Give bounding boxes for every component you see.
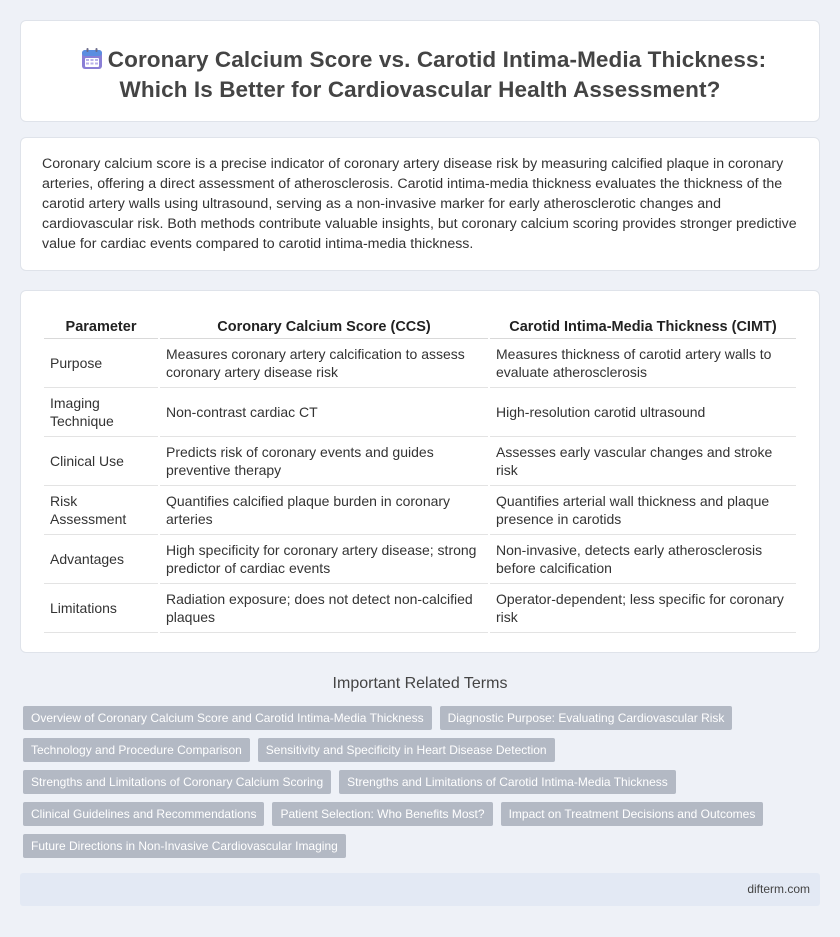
header-cimt: Carotid Intima-Media Thickness (CIMT) bbox=[490, 315, 796, 339]
related-term-link[interactable]: Overview of Coronary Calcium Score and Carotid Intima-Media Thickness bbox=[23, 706, 432, 730]
row-ccs: Measures coronary artery calcification to assess coronary artery disease risk bbox=[160, 339, 488, 388]
table-row bbox=[44, 584, 796, 633]
related-terms-heading: Important Related Terms bbox=[332, 675, 508, 692]
row-cimt: Quantifies arterial wall thickness and plaque presence in carotids bbox=[490, 486, 796, 535]
related-term-link[interactable]: Strengths and Limitations of Coronary Calcium Scoring bbox=[23, 770, 331, 794]
related-term-link[interactable]: Patient Selection: Who Benefits Most? bbox=[272, 802, 492, 826]
header-parameter: Parameter bbox=[44, 315, 158, 339]
row-ccs: Predicts risk of coronary events and guides preventive therapy bbox=[160, 437, 488, 486]
header-ccs: Coronary Calcium Score (CCS) bbox=[160, 315, 488, 339]
table-row bbox=[44, 437, 796, 486]
related-term-link[interactable]: Clinical Guidelines and Recommendations bbox=[23, 802, 264, 826]
footer bbox=[20, 873, 820, 906]
row-parameter: Advantages bbox=[44, 535, 158, 584]
table-row bbox=[44, 535, 796, 584]
row-ccs: Non-contrast cardiac CT bbox=[160, 388, 488, 437]
comparison-table bbox=[42, 315, 798, 633]
table-row bbox=[44, 486, 796, 535]
related-term-link[interactable]: Strengths and Limitations of Carotid Intima-Media Thickness bbox=[339, 770, 676, 794]
row-ccs: High specificity for coronary artery disease; strong predictor of cardiac events bbox=[160, 535, 488, 584]
row-cimt: Non-invasive, detects early atherosclerosis before calcification bbox=[490, 535, 796, 584]
row-parameter: Limitations bbox=[44, 584, 158, 633]
related-term-link[interactable]: Future Directions in Non-Invasive Cardiovascular Imaging bbox=[23, 834, 346, 858]
row-cimt: Assesses early vascular changes and stroke risk bbox=[490, 437, 796, 486]
footer-site-link[interactable]: difterm.com bbox=[747, 882, 810, 896]
related-term-link[interactable]: Diagnostic Purpose: Evaluating Cardiovascular Risk bbox=[440, 706, 733, 730]
row-parameter: Imaging Technique bbox=[44, 388, 158, 437]
row-cimt: Measures thickness of carotid artery walls to evaluate atherosclerosis bbox=[490, 339, 796, 388]
row-ccs: Quantifies calcified plaque burden in coronary arteries bbox=[160, 486, 488, 535]
page-title bbox=[21, 45, 819, 105]
table-row bbox=[44, 339, 796, 388]
intro-card bbox=[20, 137, 820, 271]
row-parameter: Risk Assessment bbox=[44, 486, 158, 535]
row-parameter: Purpose bbox=[44, 339, 158, 388]
title-card bbox=[20, 20, 820, 122]
row-cimt: Operator-dependent; less specific for coronary risk bbox=[490, 584, 796, 633]
comparison-table-card bbox=[20, 290, 820, 653]
table-row bbox=[44, 388, 796, 437]
intro-text: Coronary calcium score is a precise indicator of coronary artery disease risk by measuring calcified plaque in coronary arteries, offering a direct assessment of atherosclerosis. Carotid intima-media thickness evaluates the thickness of the carotid artery walls using ultrasound, serving as a non-invasive marker for early atherosclerotic changes and cardiovascular risk. Both methods contribute valuable insights, but coronary calcium scoring provides stronger predictive value for cardiac events compared to carotid intima-media thickness. bbox=[42, 156, 797, 252]
related-term-link[interactable]: Sensitivity and Specificity in Heart Disease Detection bbox=[258, 738, 555, 762]
row-parameter: Clinical Use bbox=[44, 437, 158, 486]
row-cimt: High-resolution carotid ultrasound bbox=[490, 388, 796, 437]
related-terms-list bbox=[23, 706, 813, 866]
related-term-link[interactable]: Technology and Procedure Comparison bbox=[23, 738, 250, 762]
page-title-line1: Coronary Calcium Score vs. Carotid Intima-Media Thickness: bbox=[107, 47, 767, 72]
page-title-line2: Which Is Better for Cardiovascular Health Assessment? bbox=[119, 77, 721, 102]
row-ccs: Radiation exposure; does not detect non-calcified plaques bbox=[160, 584, 488, 633]
table-header-row bbox=[44, 315, 796, 339]
related-term-link[interactable]: Impact on Treatment Decisions and Outcomes bbox=[501, 802, 764, 826]
